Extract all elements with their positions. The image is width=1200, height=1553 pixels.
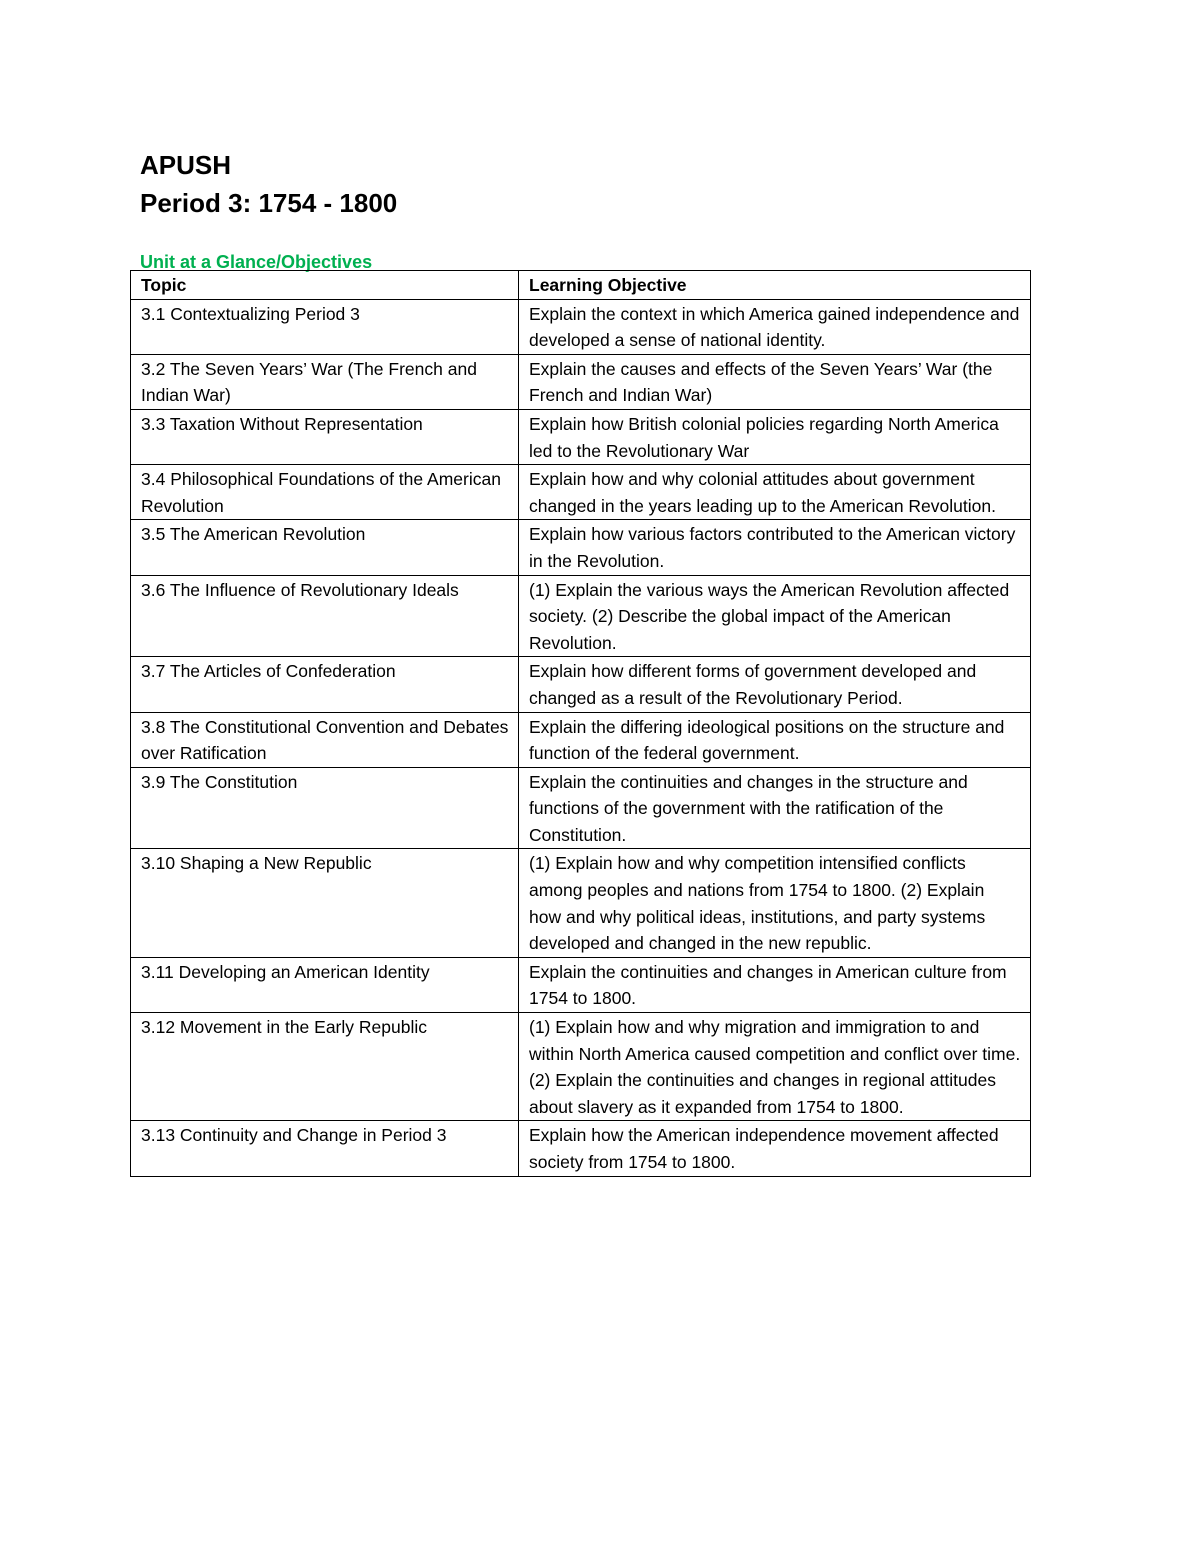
objective-cell: Explain how the American independence movement affected society from 1754 to 1800. <box>519 1121 1031 1176</box>
topic-cell: 3.11 Developing an American Identity <box>131 957 519 1012</box>
topic-cell: 3.10 Shaping a New Republic <box>131 849 519 957</box>
table-row <box>131 849 1031 957</box>
document-title: APUSH <box>140 150 232 180</box>
table-row <box>131 520 1031 575</box>
objective-cell: Explain how and why colonial attitudes about government changed in the years leading up to the American Revolution. <box>519 465 1031 520</box>
objective-cell: Explain the continuities and changes in the structure and functions of the government with the ratification of the Constitution. <box>519 767 1031 849</box>
table-row <box>131 657 1031 712</box>
table-row <box>131 299 1031 354</box>
table-row <box>131 767 1031 849</box>
topic-cell: 3.5 The American Revolution <box>131 520 519 575</box>
topic-cell: 3.8 The Constitutional Convention and Debates over Ratification <box>131 712 519 767</box>
table-row <box>131 1013 1031 1121</box>
objective-cell: Explain how British colonial policies regarding North America led to the Revolutionary War <box>519 409 1031 464</box>
table-row <box>131 465 1031 520</box>
table-row <box>131 575 1031 657</box>
objective-cell: Explain the causes and effects of the Seven Years’ War (the French and Indian War) <box>519 354 1031 409</box>
topic-cell: 3.1 Contextualizing Period 3 <box>131 299 519 354</box>
table-row <box>131 1121 1031 1176</box>
objectives-table <box>130 270 1031 1177</box>
topic-cell: 3.13 Continuity and Change in Period 3 <box>131 1121 519 1176</box>
objective-cell: Explain the differing ideological positions on the structure and function of the federal government. <box>519 712 1031 767</box>
topic-cell: 3.3 Taxation Without Representation <box>131 409 519 464</box>
objective-cell: (1) Explain the various ways the American Revolution affected society. (2) Describe the global impact of the American Revolution. <box>519 575 1031 657</box>
objective-cell: Explain the continuities and changes in American culture from 1754 to 1800. <box>519 957 1031 1012</box>
objective-cell: Explain how various factors contributed to the American victory in the Revolution. <box>519 520 1031 575</box>
topic-cell: 3.4 Philosophical Foundations of the American Revolution <box>131 465 519 520</box>
objective-cell: Explain how different forms of government developed and changed as a result of the Revolutionary Period. <box>519 657 1031 712</box>
column-header-topic: Topic <box>131 271 519 300</box>
topic-cell: 3.9 The Constitution <box>131 767 519 849</box>
table-row <box>131 354 1031 409</box>
table-row <box>131 409 1031 464</box>
document-header <box>140 146 1030 274</box>
column-header-learning-objective: Learning Objective <box>519 271 1031 300</box>
objective-cell: (1) Explain how and why competition intensified conflicts among peoples and nations from 1754 to 1800. (2) Explain how and why political ideas, institutions, and party systems developed and changed in the new republic. <box>519 849 1031 957</box>
objective-cell: (1) Explain how and why migration and immigration to and within North America caused competition and conflict over time. (2) Explain the continuities and changes in regional attitudes about slavery as it expanded from 1754 to 1800. <box>519 1013 1031 1121</box>
topic-cell: 3.6 The Influence of Revolutionary Ideals <box>131 575 519 657</box>
objective-cell: Explain the context in which America gained independence and developed a sense of national identity. <box>519 299 1031 354</box>
topic-cell: 3.2 The Seven Years’ War (The French and Indian War) <box>131 354 519 409</box>
table-header-row <box>131 271 1031 300</box>
topic-cell: 3.12 Movement in the Early Republic <box>131 1013 519 1121</box>
document-subtitle: Period 3: 1754 - 1800 <box>140 188 398 218</box>
topic-cell: 3.7 The Articles of Confederation <box>131 657 519 712</box>
table-row <box>131 957 1031 1012</box>
table-row <box>131 712 1031 767</box>
section-heading: Unit at a Glance/Objectives <box>140 252 373 272</box>
